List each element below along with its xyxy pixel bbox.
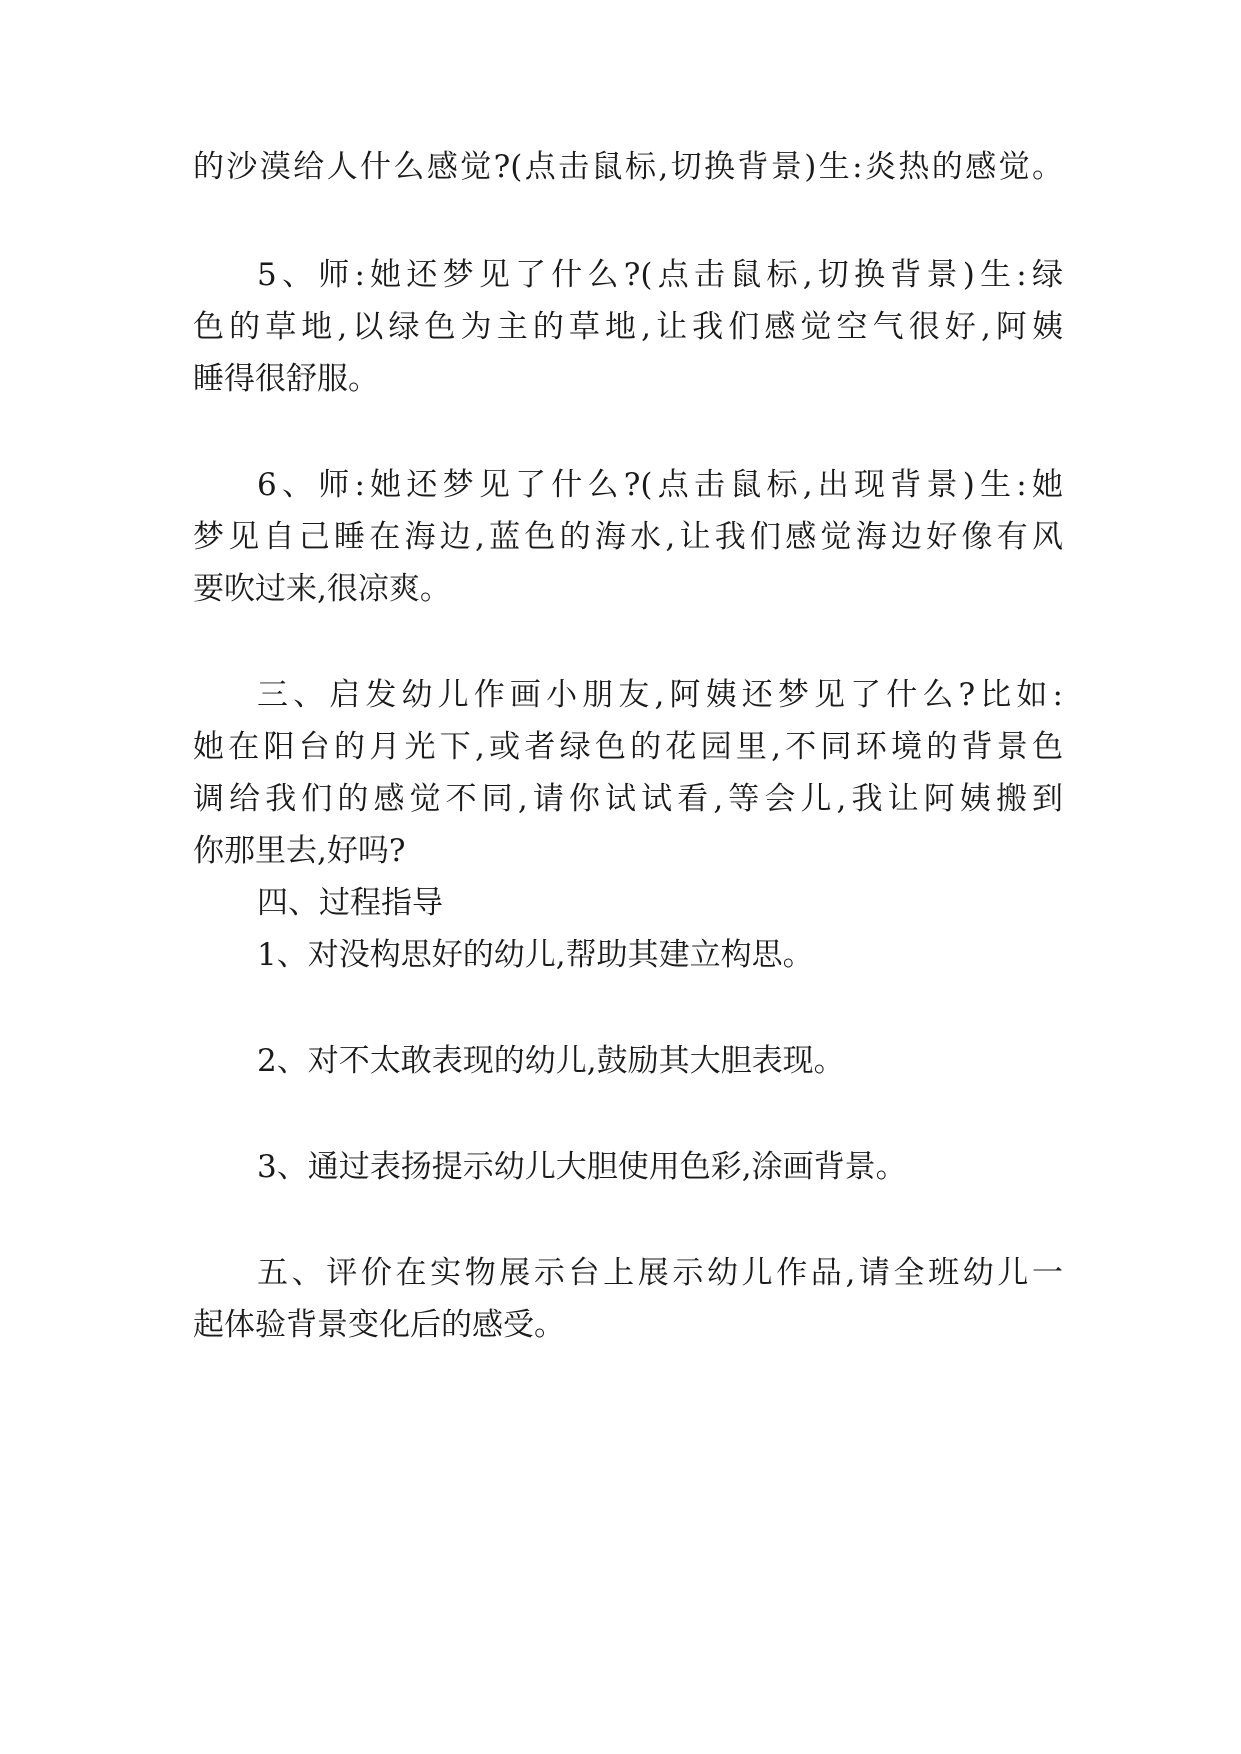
text-line: 6、师:她还梦见了什么?(点击鼠标,出现背景)生:她 xyxy=(257,467,1063,503)
text-line: 梦见自己睡在海边,蓝色的海水,让我们感觉海边好像有风 xyxy=(193,519,1063,555)
text-line: 三、启发幼儿作画小朋友,阿姨还梦见了什么?比如: xyxy=(257,677,1063,713)
text-line: 要吹过来,很凉爽。 xyxy=(193,571,451,607)
text-line: 起体验背景变化后的感受。 xyxy=(193,1307,565,1343)
text-line: 她在阳台的月光下,或者绿色的花园里,不同环境的背景色 xyxy=(193,729,1063,765)
text-line: 的沙漠给人什么感觉?(点击鼠标,切换背景)生:炎热的感觉。 xyxy=(193,149,1063,185)
list-item: 3、通过表扬提示幼儿大胆使用色彩,涂画背景。 xyxy=(257,1149,907,1185)
text-line: 色的草地,以绿色为主的草地,让我们感觉空气很好,阿姨 xyxy=(193,309,1063,345)
list-item: 1、对没构思好的幼儿,帮助其建立构思。 xyxy=(257,937,814,973)
list-item: 2、对不太敢表现的幼儿,鼓励其大胆表现。 xyxy=(257,1043,845,1079)
text-line: 5、师:她还梦见了什么?(点击鼠标,切换背景)生:绿 xyxy=(257,257,1063,293)
text-line: 调给我们的感觉不同,请你试试看,等会儿,我让阿姨搬到 xyxy=(193,781,1063,817)
text-line: 五、评价在实物展示台上展示幼儿作品,请全班幼儿一 xyxy=(257,1255,1063,1291)
section-heading: 四、过程指导 xyxy=(257,885,443,921)
text-line: 睡得很舒服。 xyxy=(193,361,379,397)
text-line: 你那里去,好吗? xyxy=(193,833,406,869)
